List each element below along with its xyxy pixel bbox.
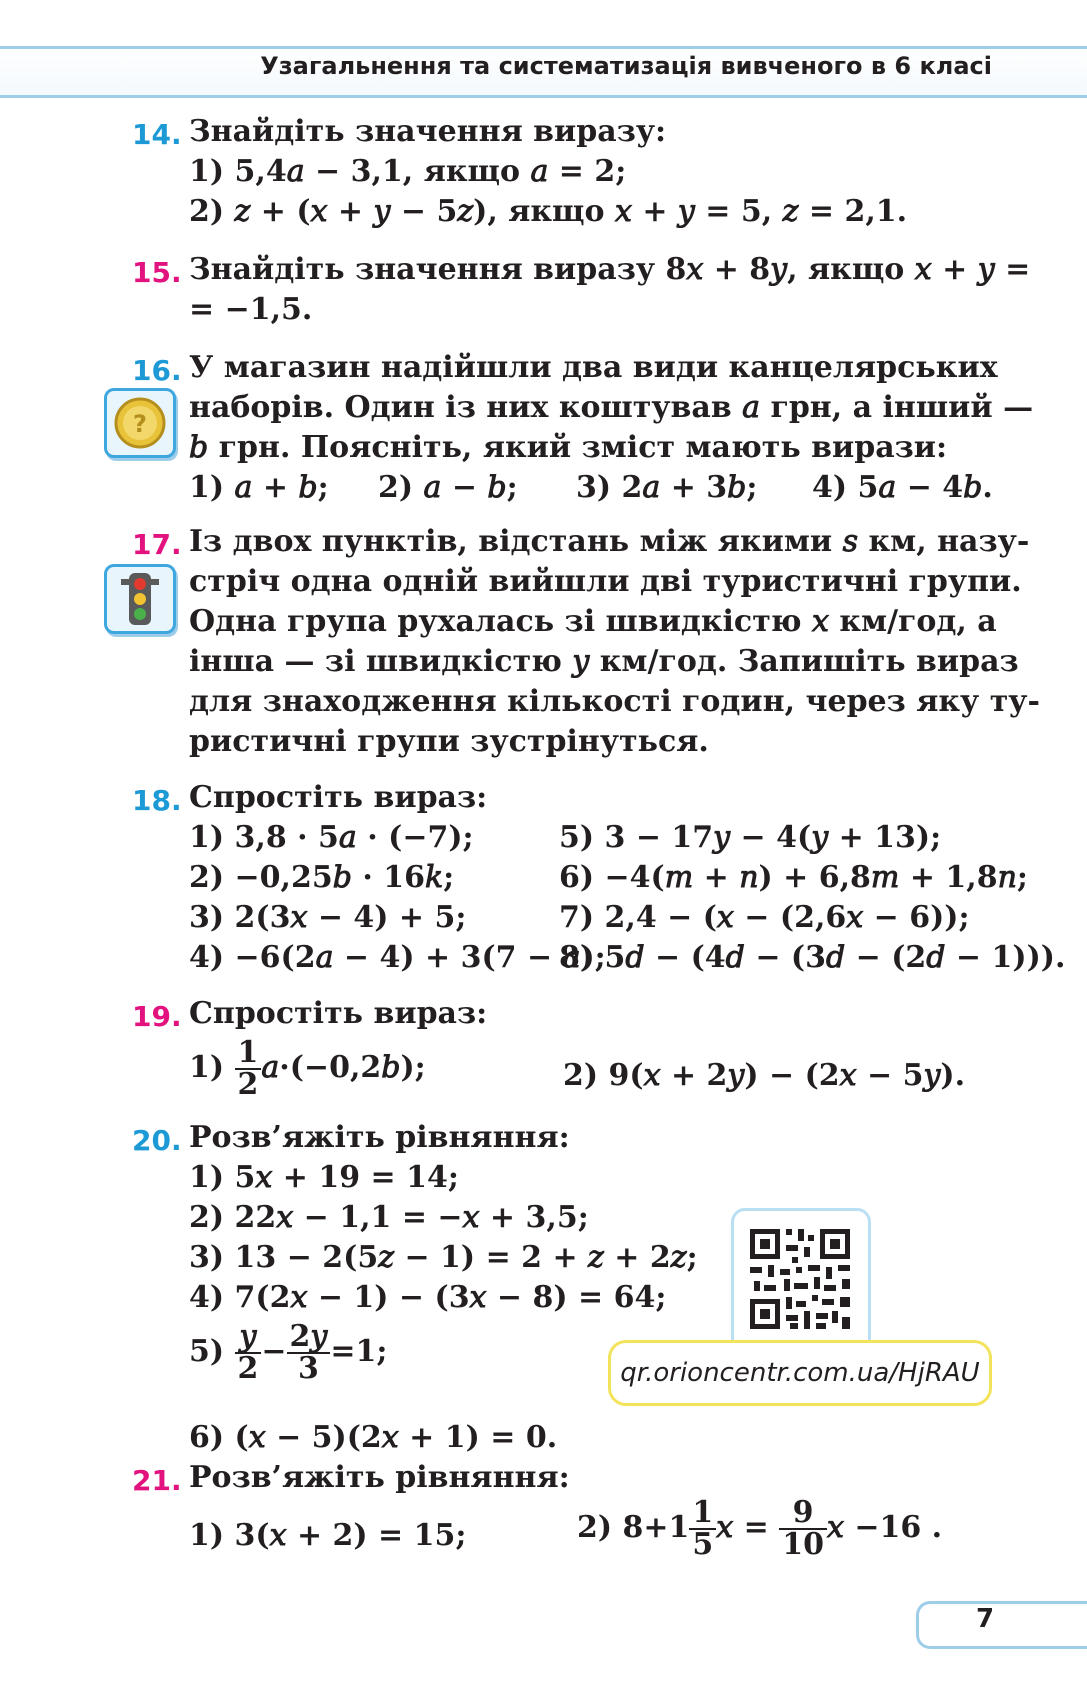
task-item: 5) 3 − 17𝑦 − 4(𝑦 + 13); bbox=[559, 820, 942, 855]
task-text-line: Із двох пунктів, відстань між якими 𝑠 км, назу- bbox=[189, 524, 1030, 559]
fraction-denominator: 3 bbox=[287, 1352, 331, 1384]
task-text-line: для знаходження кількості годин, через яку ту- bbox=[189, 684, 1040, 719]
fraction-denominator: 10 bbox=[779, 1528, 827, 1560]
task-item: 1) 5,4𝑎 − 3,1, якщо 𝑎 = 2; bbox=[189, 154, 627, 189]
traffic-light-icon bbox=[104, 564, 176, 634]
task-number: 19. bbox=[132, 1000, 182, 1033]
task-text-line: У магазин надійшли два види канцелярських bbox=[189, 350, 998, 385]
item-label: 5) bbox=[189, 1334, 225, 1369]
task-item: 2) 𝑎 − 𝑏; bbox=[378, 470, 518, 505]
task-text-line: Знайдіть значення виразу 8𝑥 + 8𝑦, якщо 𝑥 + 𝑦 = bbox=[189, 252, 1031, 287]
task-item: 2) 22𝑥 − 1,1 = −𝑥 + 3,5; bbox=[189, 1200, 589, 1235]
task-item: 6) −4(𝑚 + 𝑛) + 6,8𝑚 + 1,8𝑛; bbox=[559, 860, 1028, 895]
task-text-line: 𝑏 грн. Поясніть, який зміст мають вирази: bbox=[189, 430, 948, 465]
task-text-line: Одна група рухалась зі швидкістю 𝑥 км/год, а bbox=[189, 604, 997, 639]
fraction bbox=[235, 1035, 262, 1102]
task-number: 17. bbox=[132, 528, 182, 561]
task-number: 16. bbox=[132, 354, 182, 387]
fraction-denominator: 5 bbox=[689, 1528, 716, 1560]
fraction-numerator: 2𝑦 bbox=[289, 1319, 328, 1354]
task-item: 6) (𝑥 − 5)(2𝑥 + 1) = 0. bbox=[189, 1420, 558, 1455]
task-item: 1) 5𝑥 + 19 = 14; bbox=[189, 1160, 459, 1195]
task-number: 14. bbox=[132, 118, 182, 151]
svg-text:?: ? bbox=[133, 410, 147, 438]
task-number: 15. bbox=[132, 256, 182, 289]
task-intro: Знайдіть значення виразу: bbox=[189, 114, 667, 149]
fraction-numerator: 1 bbox=[692, 1495, 714, 1530]
fraction bbox=[779, 1495, 827, 1562]
task-item: 2) −0,25𝑏 · 16𝑘; bbox=[189, 860, 455, 895]
minus-sign: − bbox=[261, 1334, 287, 1369]
fraction-denominator: 2 bbox=[235, 1352, 262, 1384]
fraction-denominator: 2 bbox=[235, 1068, 262, 1100]
task-item: 3) 13 − 2(5𝑧 − 1) = 2 + 𝑧 + 2𝑧; bbox=[189, 1240, 698, 1275]
fraction bbox=[235, 1319, 262, 1386]
qr-code-card[interactable] bbox=[731, 1208, 871, 1352]
task-item: 3) 2𝑎 + 3𝑏; bbox=[576, 470, 758, 505]
qr-link[interactable]: qr.orioncentr.com.ua/HjRAU bbox=[608, 1340, 992, 1406]
task-intro: Спростіть вираз: bbox=[189, 996, 488, 1031]
task-number: 18. bbox=[132, 784, 182, 817]
item-expression: 𝑥 −16 . bbox=[826, 1510, 943, 1545]
task-intro: Розв’яжіть рівняння: bbox=[189, 1460, 570, 1495]
task-item: 2) 9(𝑥 + 2𝑦) − (2𝑥 − 5𝑦). bbox=[563, 1058, 966, 1093]
fraction bbox=[689, 1495, 716, 1562]
task-number: 20. bbox=[132, 1124, 182, 1157]
page-number: 7 bbox=[976, 1604, 995, 1634]
discussion-icon bbox=[104, 388, 176, 458]
task-intro: Розв’яжіть рівняння: bbox=[189, 1120, 570, 1155]
task-item: 4) 5𝑎 − 4𝑏. bbox=[812, 470, 993, 505]
task-text-line: = −1,5. bbox=[189, 292, 313, 327]
task-text-line: наборів. Один із них коштував 𝑎 грн, а інший — bbox=[189, 390, 1034, 425]
task-item bbox=[189, 1035, 426, 1102]
fraction-numerator: 𝑦 bbox=[239, 1319, 257, 1354]
task-item: 1) 3(𝑥 + 2) = 15; bbox=[189, 1518, 467, 1553]
task-item: 1) 3,8 · 5𝑎 · (−7); bbox=[189, 820, 474, 855]
item-expression: 2) 8+1 bbox=[577, 1510, 690, 1545]
task-item: 1) 𝑎 + 𝑏; bbox=[189, 470, 329, 505]
task-number: 21. bbox=[132, 1464, 182, 1497]
task-item: 8) 5𝑑 − (4𝑑 − (3𝑑 − (2𝑑 − 1))). bbox=[559, 940, 1066, 975]
item-expression: 𝑥 = bbox=[716, 1510, 769, 1545]
item-expression: =1; bbox=[330, 1334, 388, 1369]
task-item: 7) 2,4 − (𝑥 − (2,6𝑥 − 6)); bbox=[559, 900, 970, 935]
task-text-line: стріч одна одній вийшли дві туристичні групи. bbox=[189, 564, 1022, 599]
task-item: 4) −6(2𝑎 − 4) + 3(7 − 𝑎); bbox=[189, 940, 606, 975]
item-label: 1) bbox=[189, 1050, 225, 1085]
item-expression: 𝑎·(−0,2𝑏); bbox=[261, 1050, 426, 1085]
fraction-numerator: 9 bbox=[792, 1495, 814, 1530]
task-item: 2) 𝑧 + (𝑥 + 𝑦 − 5𝑧), якщо 𝑥 + 𝑦 = 5, 𝑧 = 2,1. bbox=[189, 194, 908, 229]
task-text-line: ристичні групи зустрінуться. bbox=[189, 724, 709, 759]
task-item: 4) 7(2𝑥 − 1) − (3𝑥 − 8) = 64; bbox=[189, 1280, 667, 1315]
fraction bbox=[287, 1319, 331, 1386]
task-intro: Спростіть вираз: bbox=[189, 780, 488, 815]
qr-code-icon bbox=[734, 1211, 868, 1349]
page-number-tab bbox=[916, 1601, 1087, 1649]
fraction-numerator: 1 bbox=[237, 1035, 259, 1070]
task-item bbox=[189, 1319, 388, 1386]
task-item: 3) 2(3𝑥 − 4) + 5; bbox=[189, 900, 467, 935]
task-text-line: інша — зі швидкістю 𝑦 км/год. Запишіть вираз bbox=[189, 644, 1019, 679]
task-item bbox=[577, 1495, 943, 1562]
page-header-title: Узагальнення та систематизація вивченого в 6 класі bbox=[260, 52, 992, 80]
